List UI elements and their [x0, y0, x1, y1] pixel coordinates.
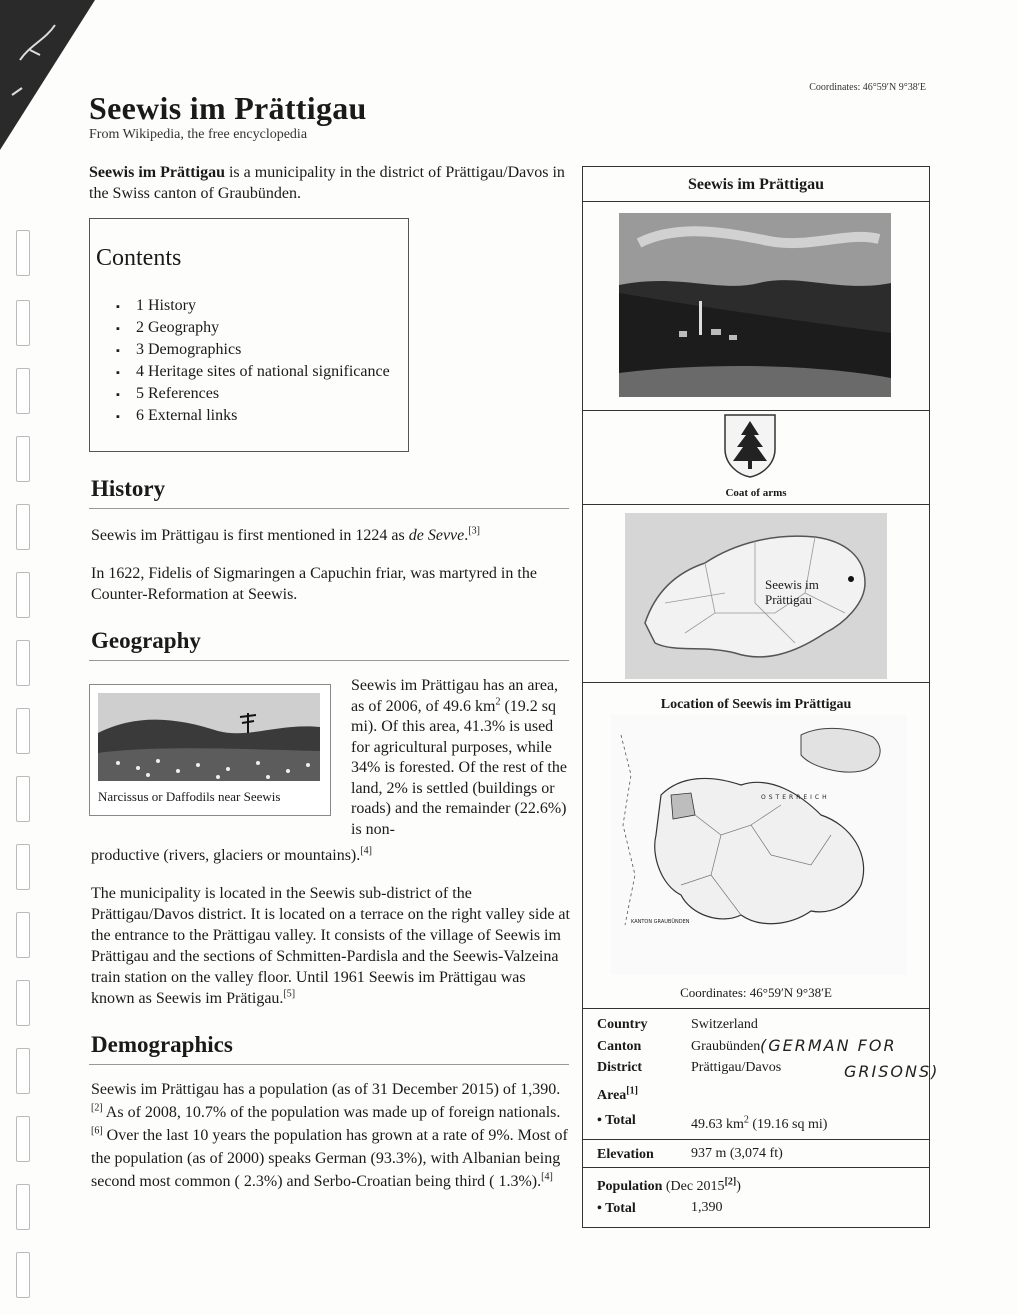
demographics-paragraph [91, 1078, 571, 1193]
toc-list [116, 295, 390, 427]
binder-hole [16, 1252, 30, 1298]
map-label-canton: KANTON GRAUBÜNDEN [631, 919, 690, 925]
history-p1-italic: de Sevve [408, 527, 465, 544]
infobox-separator [583, 504, 929, 505]
location-map-caption: Location of Seewis im Prättigau [660, 697, 852, 712]
demo-text-3: Over the last 10 years the population has grown at a rate of 9%. Most of the population (as of 2000) speaks German (93.3%), with Albanian being second most common ( 2.3%) and Serbo-Croatian being third ( 1.3%). [91, 1127, 568, 1190]
geography-paragraph-1 [351, 676, 569, 840]
geo-p1-tail: productive (rivers, glaciers or mountains). [91, 847, 361, 864]
area-label: Area[1] [597, 1085, 638, 1103]
binder-hole [16, 640, 30, 686]
infobox-separator [583, 410, 929, 411]
graubunden-region-map[interactable] [611, 715, 907, 975]
toc-item-references[interactable]: ▪ 5 References [116, 383, 390, 405]
coat-of-arms-icon[interactable] [723, 413, 777, 479]
toc-item-demographics[interactable]: ▪ 3 Demographics [116, 339, 390, 361]
geography-paragraph-1-tail [91, 845, 561, 866]
infobox-title: Seewis im Prättigau [583, 167, 929, 202]
binder-hole [16, 708, 30, 754]
binder-hole [16, 368, 30, 414]
binder-hole [16, 980, 30, 1026]
country-label: Country [597, 1017, 648, 1032]
intro-text: is a municipality in the district of Prättigau/Davos in the Swiss canton of Graubünden. [89, 164, 565, 202]
binder-hole [16, 436, 30, 482]
binder-hole [16, 1116, 30, 1162]
citation-link[interactable]: [4] [360, 845, 372, 857]
history-paragraph-2: In 1622, Fidelis of Sigmaringen a Capuchin friar, was martyred in the Counter-Reformation at Seewis. [91, 565, 537, 603]
history-rule [89, 508, 569, 509]
scan-corner-artifact [0, 0, 100, 150]
binder-hole [16, 572, 30, 618]
demographics-heading: Demographics [91, 1032, 233, 1057]
coat-of-arms-caption: Coat of arms [725, 487, 787, 499]
citation-link[interactable]: [5] [283, 988, 296, 1000]
binder-hole [16, 776, 30, 822]
geo-p1-sup: 2 [495, 696, 501, 708]
tagline: From Wikipedia, the free encyclopedia [89, 127, 308, 142]
area-total-label: • Total [597, 1113, 636, 1128]
population-total-value: 1,390 [691, 1200, 723, 1215]
daffodils-photo[interactable] [98, 693, 320, 781]
toc-item-heritage[interactable]: ▪ 4 Heritage sites of national significance [116, 361, 390, 383]
district-value[interactable]: Prättigau/Davos [691, 1060, 782, 1075]
canton-label: Canton [597, 1039, 642, 1054]
coordinates-top[interactable]: Coordinates: 46°59′N 9°38′E [809, 82, 926, 93]
infobox-coordinates[interactable]: Coordinates: 46°59′N 9°38′E [680, 985, 832, 1000]
demographics-rule [89, 1064, 569, 1065]
district-label: District [597, 1060, 643, 1075]
table-of-contents [89, 218, 409, 452]
population-total-label: • Total [597, 1201, 636, 1216]
citation-link[interactable]: [1] [626, 1085, 638, 1097]
population-label: Population (Dec 2015[2]) [597, 1176, 741, 1194]
binder-hole [16, 1184, 30, 1230]
figure-caption: Narcissus or Daffodils near Seewis [98, 789, 281, 804]
infobox-separator [583, 682, 929, 683]
toc-item-geography[interactable]: ▪ 2 Geography [116, 317, 390, 339]
infobox-separator [583, 1167, 929, 1168]
village-photo[interactable] [619, 213, 891, 397]
infobox-separator [583, 1008, 929, 1009]
demo-text-1: Seewis im Prättigau has a population (as of 31 December 2015) of 1,390. [91, 1081, 561, 1098]
handwritten-note-2: GRISONS) [844, 1062, 940, 1081]
handwritten-note-1: (GERMAN FOR [760, 1036, 897, 1055]
history-heading: History [91, 476, 166, 501]
page-title: Seewis im Prättigau [89, 90, 367, 126]
geography-heading: Geography [91, 628, 201, 653]
binder-hole [16, 504, 30, 550]
canton-value[interactable]: Graubünden [691, 1039, 761, 1054]
geo-p1-a: Seewis im Prättigau has an area, as of 2006, of 49.6 km [351, 677, 559, 715]
citation-link[interactable]: [3] [468, 525, 480, 537]
history-paragraph-1: Seewis im Prättigau is first mentioned in 1224 as de Sevve.[3] [91, 525, 480, 544]
elevation-label: Elevation [597, 1147, 654, 1162]
demo-text-2: As of 2008, 10.7% of the population was made up of foreign nationals. [102, 1104, 561, 1121]
binder-hole [16, 912, 30, 958]
citation-link[interactable]: [4] [541, 1171, 553, 1183]
toc-title: Contents [96, 245, 182, 271]
map-label-austria: OSTERREICH [761, 794, 830, 801]
toc-item-external-links[interactable]: ▪ 6 External links [116, 405, 390, 427]
geography-rule [89, 660, 569, 661]
geo-p2-text: The municipality is located in the Seewis sub-district of the Prättigau/Davos district. It is located on a terrace on the right valley side at the entrance to the Prättigau valley. It consists of the village of Seewis im Prättigau and the sections of Schmitten-Pardisla and the Seewis-Valzeina train station on the valley floor. Until 1961 Seewis im Prättigau was known as Seewis im Prätigau. [91, 885, 570, 1007]
binder-hole [16, 1048, 30, 1094]
geo-p1-b: (19.2 sq mi). Of this area, 41.3% is used for agricultural purposes, while 34% is forested. Of the rest of the land, 2% is settled (buildings or roads) and the remainder (22.6%) is non- [351, 697, 567, 838]
binder-hole [16, 230, 30, 276]
intro-paragraph [89, 162, 569, 204]
binder-hole [16, 300, 30, 346]
intro-bold-name: Seewis im Prättigau [89, 164, 225, 181]
citation-link[interactable]: [6] [91, 1125, 103, 1137]
country-value[interactable]: Switzerland [691, 1017, 758, 1032]
toc-item-history[interactable]: ▪ 1 History [116, 295, 390, 317]
geography-paragraph-2 [91, 883, 571, 1009]
locator-map-label: Seewis im Prättigau [765, 577, 819, 607]
area-total-value: 49.63 $km^2$ (19.16 sq mi) [691, 1114, 828, 1132]
daffodils-figure [89, 684, 331, 816]
elevation-value: 937 m (3,074 ft) [691, 1146, 783, 1161]
history-p1-text: Seewis im Prättigau is first mentioned in 1224 as [91, 527, 409, 544]
citation-link[interactable]: [2] [724, 1176, 737, 1188]
infobox-separator [583, 1139, 929, 1140]
citation-link[interactable]: [2] [91, 1102, 103, 1114]
binder-hole [16, 844, 30, 890]
switzerland-locator-map[interactable] [625, 513, 887, 679]
